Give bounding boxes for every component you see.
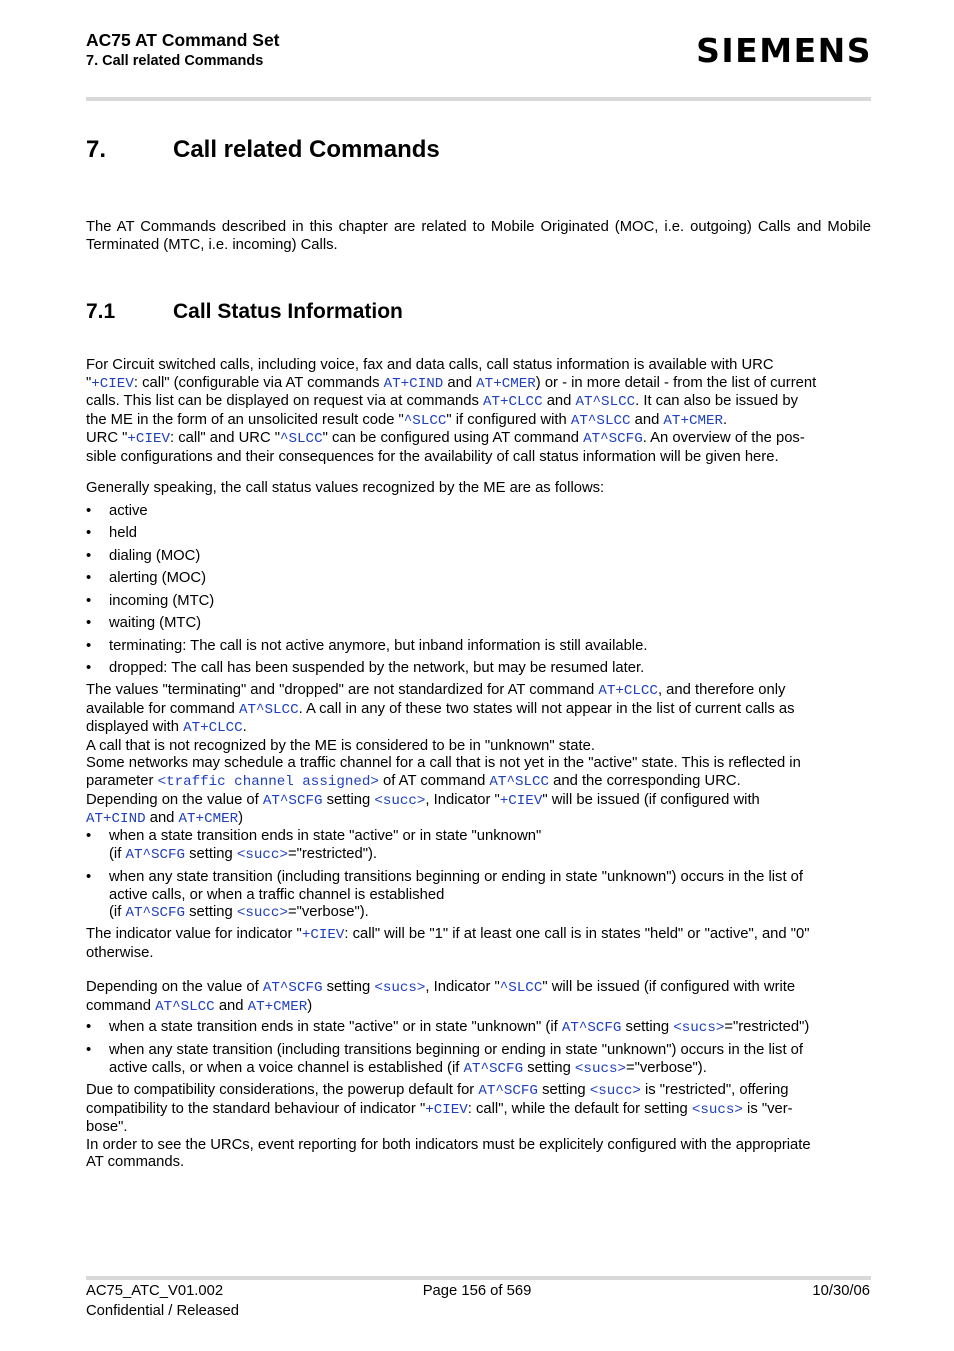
ciev-link[interactable]: +CIEV — [425, 1101, 468, 1118]
list-item — [86, 869, 871, 923]
sucs-param-link[interactable]: <sucs> — [673, 1020, 725, 1036]
footer-page-number: Page 156 of 569 — [422, 1283, 532, 1299]
header-title: AC75 AT Command Set — [86, 30, 280, 50]
text-line: For Circuit switched calls, including voice, fax and data calls, call status information is available with URC — [86, 357, 774, 373]
cmer-link[interactable]: AT+CMER — [663, 412, 724, 429]
text-line: sible configurations and their consequences for the availability of call status information will be given here. — [86, 448, 779, 465]
succ-param-link[interactable]: <succ> — [236, 846, 288, 863]
intro-paragraph: The AT Commands described in this chapter are related to Mobile Originated (MOC, i.e. outgoing) Calls and Mobile Terminated (MTC, i.e. incoming) Calls. — [86, 219, 871, 253]
ciev-link[interactable]: +CIEV — [499, 792, 543, 809]
list-item: • alerting (MOC) — [86, 570, 207, 586]
cind-link[interactable]: AT+CIND — [86, 811, 146, 828]
text-line: when any state transition (including transitions beginning or ending in state "unknown") occurs in the list of — [109, 1042, 804, 1058]
text-line: A call that is not recognized by the ME is considered to be in "unknown" state. — [86, 737, 595, 754]
text-line: "+CIEV: call" (configurable via AT commands AT+CIND and AT+CMER) or - in more detail - from the list of current — [86, 374, 817, 392]
cmer-link[interactable]: AT+CMER — [476, 375, 536, 392]
scfg-link[interactable]: AT^SCFG — [125, 846, 186, 863]
text-line: AT+CIND and AT+CMER) — [86, 810, 244, 828]
scfg-link[interactable]: AT^SCFG — [463, 1060, 524, 1077]
text-line: when any state transition (including transitions beginning or ending in state "unknown") occurs in the list of — [109, 869, 804, 885]
bullet-icon: • — [86, 593, 92, 609]
text-line: when a state transition ends in state "active" or in state "unknown" (if AT^SCFG setting <sucs>="restricted") — [109, 1019, 810, 1036]
cmer-link[interactable]: AT+CMER — [178, 811, 239, 828]
sucs-param-link[interactable]: <sucs> — [374, 980, 426, 996]
footer-date: 10/30/06 — [812, 1283, 870, 1299]
chapter-title: Call related Commands — [173, 136, 440, 163]
bullet-icon: • — [86, 869, 92, 885]
list-item: • dialing (MOC) — [86, 548, 201, 564]
list-item: • waiting (MTC) — [86, 615, 202, 631]
slcc-link[interactable]: AT^SLCC — [155, 998, 215, 1015]
paragraph-terminating-dropped — [86, 682, 871, 829]
text-line: The values "terminating" and "dropped" are not standardized for AT command AT+CLCC, and therefore only — [86, 682, 786, 699]
bullet-icon: • — [86, 1019, 92, 1035]
text-line: URC "+CIEV: call" and URC "^SLCC" can be configured using AT command AT^SCFG. An overview of the pos- — [86, 430, 805, 448]
text-line: Depending on the value of AT^SCFG setting <succ>, Indicator "+CIEV" will be issued (if configured with — [86, 791, 760, 809]
text-line: calls. This list can be displayed on request via at commands AT+CLCC and AT^SLCC. It can also be issued by — [86, 393, 798, 411]
bullet-icon: • — [86, 615, 92, 631]
text-line: parameter <traffic channel assigned> of AT command AT^SLCC and the corresponding URC. — [86, 772, 741, 790]
bullet-icon: • — [86, 1042, 92, 1058]
text-line: The indicator value for indicator "+CIEV: call" will be "1" if at least one call is in states "held" or "active", and "0" — [86, 926, 810, 943]
text-line: Depending on the value of AT^SCFG setting <sucs>, Indicator "^SLCC" will be issued (if configured with write — [86, 979, 796, 996]
scfg-link[interactable]: AT^SCFG — [478, 1083, 538, 1099]
bullet-icon: • — [86, 548, 92, 564]
text-line: active calls, or when a voice channel is established (if AT^SCFG setting <sucs>="verbose"). — [109, 1059, 707, 1077]
header-subtitle: 7. Call related Commands — [86, 53, 264, 69]
text-line: Due to compatibility considerations, the powerup default for AT^SCFG setting <succ> is "restricted", offering — [86, 1082, 789, 1099]
sucs-param-link[interactable]: <sucs> — [691, 1101, 743, 1118]
text-line: available for command AT^SLCC. A call in any of these two states will not appear in the list of current calls as — [86, 700, 795, 718]
traffic-channel-param-link[interactable]: <traffic channel assigned> — [157, 773, 379, 790]
siemens-logo: SIEMENS — [696, 31, 872, 70]
paragraph-sucs — [86, 979, 871, 1016]
slcc-urc-link[interactable]: ^SLCC — [403, 412, 447, 429]
scfg-link[interactable]: AT^SCFG — [561, 1020, 622, 1036]
text-line: active calls, or when a traffic channel is established — [109, 886, 445, 903]
slcc-link[interactable]: AT^SLCC — [575, 394, 636, 411]
scfg-link[interactable]: AT^SCFG — [262, 980, 323, 996]
paragraph-call-status — [86, 357, 871, 467]
text-line: compatibility to the standard behaviour of indicator "+CIEV: call", while the default for setting <sucs> is "ver- — [86, 1100, 793, 1118]
footer-doc-id: AC75_ATC_V01.002 — [86, 1283, 224, 1299]
text-line: otherwise. — [86, 944, 154, 961]
slcc-link[interactable]: AT^SLCC — [570, 412, 631, 429]
text-line: (if AT^SCFG setting <succ>="verbose"). — [109, 904, 369, 922]
list-item: • terminating: The call is not active anymore, but inband information is still available. — [86, 638, 648, 654]
slcc-link[interactable]: AT^SLCC — [238, 701, 299, 718]
bullet-icon: • — [86, 503, 92, 519]
list-item: • incoming (MTC) — [86, 593, 215, 609]
sucs-param-link[interactable]: <sucs> — [574, 1060, 627, 1077]
list-item — [86, 1042, 871, 1078]
ciev-link[interactable]: +CIEV — [91, 375, 134, 392]
bullet-icon: • — [86, 828, 92, 844]
slcc-link[interactable]: AT^SLCC — [489, 773, 550, 790]
bullet-icon: • — [86, 638, 92, 654]
ciev-link[interactable]: +CIEV — [127, 431, 170, 448]
text-line: displayed with AT+CLCC. — [86, 719, 247, 737]
text-line: bose". — [86, 1119, 128, 1136]
section-number: 7.1 — [86, 300, 116, 323]
list-item — [86, 1019, 871, 1037]
bullet-icon: • — [86, 570, 92, 586]
list-item: • held — [86, 525, 137, 541]
text-line: the ME in the form of an unsolicited result code "^SLCC" if configured with AT^SLCC and AT+CMER. — [86, 411, 728, 429]
paragraph-indicator-value — [86, 926, 871, 962]
cind-link[interactable]: AT+CIND — [383, 375, 444, 392]
succ-param-link[interactable]: <succ> — [236, 905, 288, 922]
succ-param-link[interactable]: <succ> — [374, 792, 426, 809]
cmer-link[interactable]: AT+CMER — [247, 998, 308, 1015]
slcc-urc-link[interactable]: ^SLCC — [499, 980, 543, 996]
header-rule — [86, 97, 871, 101]
succ-param-link[interactable]: <succ> — [589, 1083, 641, 1099]
text-line: when a state transition ends in state "active" or in state "unknown" — [109, 828, 542, 844]
paragraph-states-intro: Generally speaking, the call status values recognized by the ME are as follows: — [86, 480, 605, 496]
section-title: Call Status Information — [173, 300, 403, 323]
scfg-link[interactable]: AT^SCFG — [583, 431, 643, 448]
bullet-icon: • — [86, 525, 92, 541]
clcc-link[interactable]: AT+CLCC — [598, 683, 658, 699]
scfg-link[interactable]: AT^SCFG — [125, 905, 186, 922]
list-item: • dropped: The call has been suspended by the network, but may be resumed later. — [86, 660, 645, 676]
chapter-number: 7. — [86, 136, 107, 163]
footer-status: Confidential / Released — [86, 1303, 239, 1319]
footer-rule — [86, 1276, 871, 1280]
list-item: • active — [86, 503, 148, 519]
slcc-urc-link[interactable]: ^SLCC — [280, 431, 323, 448]
scfg-link[interactable]: AT^SCFG — [262, 792, 323, 809]
paragraph-powerup-default — [86, 1082, 871, 1172]
text-line: In order to see the URCs, event reporting for both indicators must be explicitely configured with the appropriate — [86, 1136, 811, 1153]
text-line: command AT^SLCC and AT+CMER) — [86, 997, 313, 1015]
text-line: (if AT^SCFG setting <succ>="restricted"). — [109, 845, 378, 863]
text-line: Some networks may schedule a traffic channel for a call that is not yet in the "active" state. This is reflected in — [86, 755, 801, 772]
clcc-link[interactable]: AT+CLCC — [482, 394, 543, 411]
text-line: AT commands. — [86, 1154, 185, 1171]
list-item — [86, 828, 871, 864]
ciev-link[interactable]: +CIEV — [301, 927, 345, 943]
bullet-icon: • — [86, 660, 92, 676]
clcc-link[interactable]: AT+CLCC — [183, 720, 243, 737]
